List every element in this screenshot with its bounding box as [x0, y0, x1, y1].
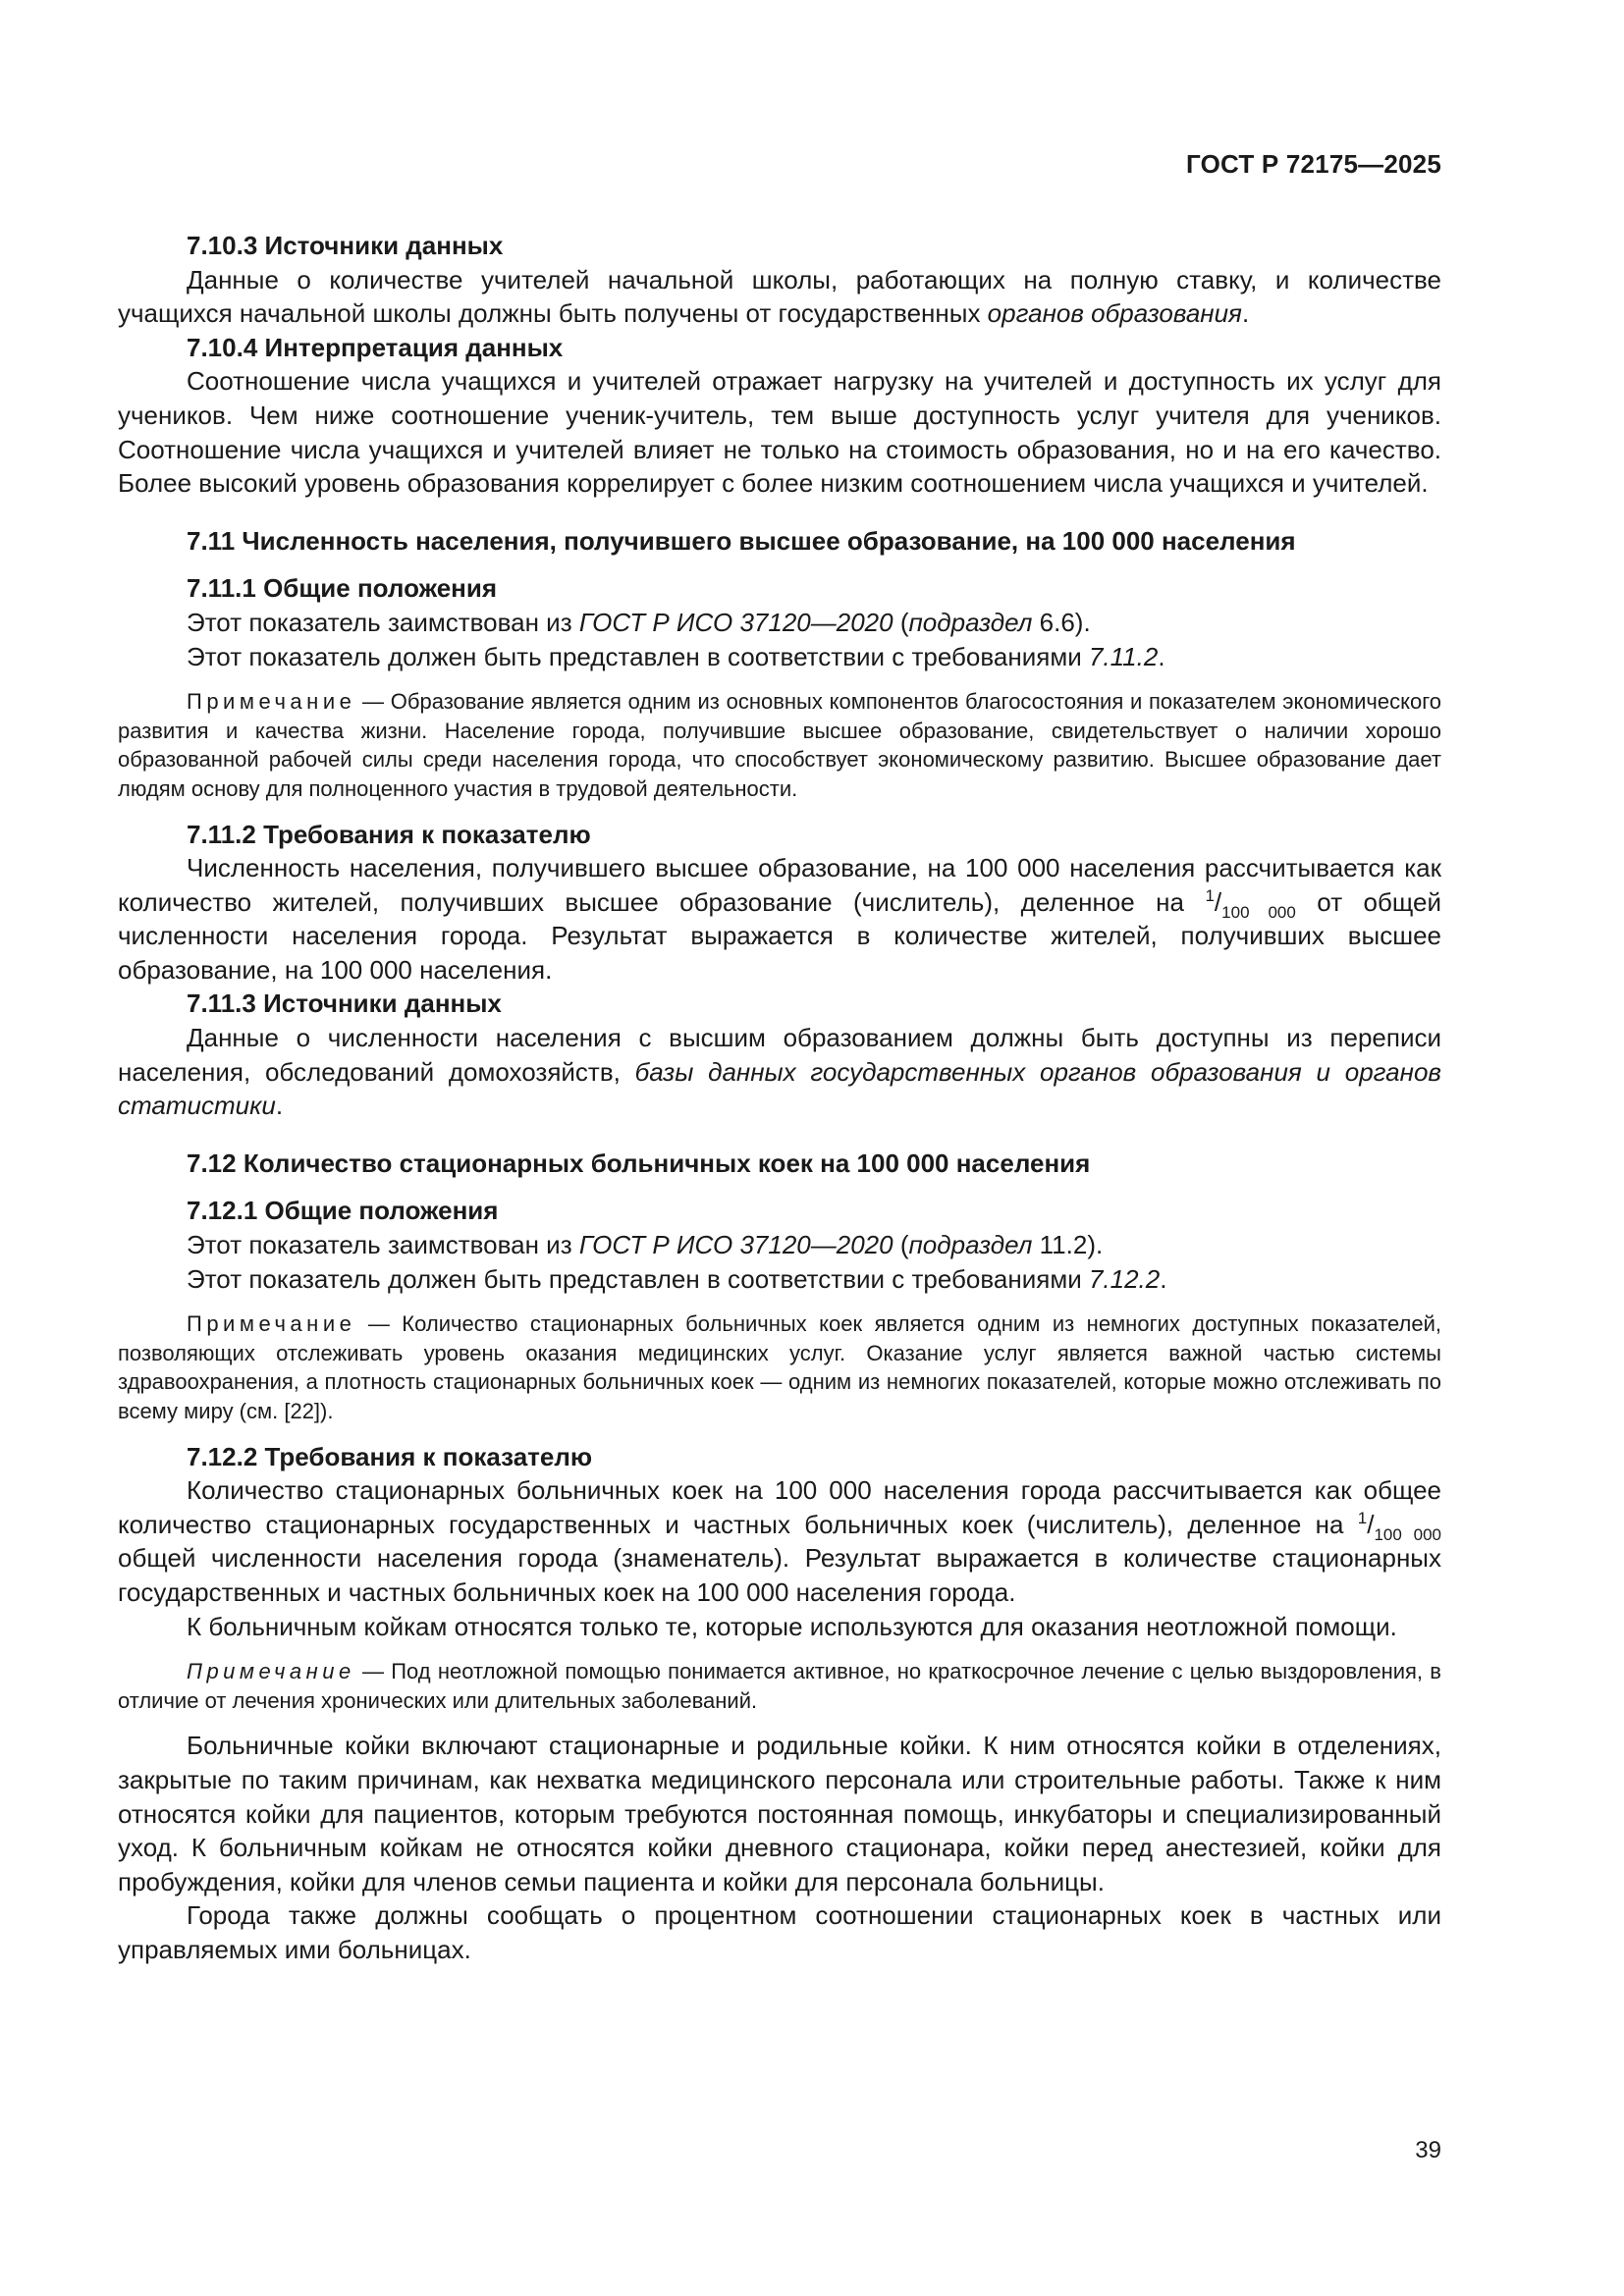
- heading-7-11: 7.11 Численность населения, получившего высшее образование, на 100 000 населения: [187, 525, 1296, 556]
- paragraph-7-11-1-source: Этот показатель заимствован из ГОСТ Р ИСО 37120—2020 (подраздел 6.6).: [187, 607, 1091, 637]
- heading-7-11-1: 7.11.1 Общие положения: [187, 573, 498, 604]
- note-7-11-1: Примечание — Образование является одним из основных компонентов благосостояния и показателем экономического развития и качества жизни. Население города, получившие высшее образование, свидетельствует о наличии хорошо образованной рабочей силы среди населения города, что способствует экономическому развитию. Высшее образование дает людям основу для полноценного участия в трудовой деятельности.: [118, 689, 1441, 801]
- note-7-12-1: Примечание — Количество стационарных больничных коек является одним из немногих доступных показателей, позволяющих отслеживать уровень оказания медицинских услуг. Оказание услуг является важной частью системы здравоохранения, а плотность стационарных больничных коек — одним из немногих показателей, которые можно отслеживать по всему миру (см. [22]).: [118, 1311, 1441, 1423]
- fraction: $^1/_{100 000}$: [1357, 1508, 1441, 1544]
- note-7-12-2: Примечание — Под неотложной помощью понимается активное, но краткосрочное лечение с целью выздоровления, в отличие от лечения хронических или длительных заболеваний.: [118, 1659, 1441, 1713]
- paragraph-7-11-2: Численность населения, получившего высшее образование, на 100 000 населения рассчитывается как количество жителей, получивших высшее образование (числитель), деленное на $^1/_{100 000}$ от общей численности населения города. Результат выражается в количестве жителей, получивших высшее образование, на 100 000 населения.: [118, 853, 1441, 985]
- heading-7-12: 7.12 Количество стационарных больничных коек на 100 000 населения: [187, 1148, 1091, 1178]
- heading-7-11-2: 7.11.2 Требования к показателю: [187, 819, 591, 849]
- paragraph-7-10-4: Соотношение числа учащихся и учителей отражает нагрузку на учителей и доступность их услуг для учеников. Чем ниже соотношение ученик-учитель, тем выше доступность услуг учителя для учеников. Соотношение числа учащихся и учителей влияет не только на стоимость образования, но и на его качество. Более высокий уровень образования коррелирует с более низким соотношением числа учащихся и учителей.: [118, 366, 1441, 499]
- page-content: [118, 229, 1441, 1967]
- heading-7-11-3: 7.11.3 Источники данных: [187, 988, 502, 1019]
- fraction: $^1/_{100 000}$: [1205, 885, 1296, 922]
- note-label: Примечание: [187, 1659, 355, 1684]
- paragraph-7-10-3: Данные о количестве учителей начальной школы, работающих на полную ставку, и количестве учащихся начальной школы должны быть получены от государственных органов образования.: [118, 264, 1441, 329]
- paragraph-7-12-1-source: Этот показатель заимствован из ГОСТ Р ИСО 37120—2020 (подраздел 11.2).: [187, 1230, 1104, 1260]
- paragraph-7-12-2-includes: Больничные койки включают стационарные и родильные койки. К ним относятся койки в отделениях, закрытые по таким причинам, как нехватка медицинского персонала или строительные работы. Также к ним относятся койки для пациентов, которым требуются постоянная помощь, инкубаторы и специализированный уход. К больничным койкам не относятся койки дневного стационара, койки перед анестезией, койки для пробуждения, койки для членов семьи пациента и койки для персонала больницы.: [118, 1731, 1441, 1896]
- heading-7-12-1: 7.12.1 Общие положения: [187, 1196, 499, 1226]
- paragraph-7-12-2-reporting: Города также должны сообщать о процентном соотношении стационарных коек в частных или управляемых ими больницах.: [118, 1900, 1441, 1964]
- paragraph-7-12-2-calc: Количество стационарных больничных коек на 100 000 населения города рассчитывается как общее количество стационарных государственных и частных больничных коек (числитель), деленное на $^1/_{100 000}$ общей численности населения города (знаменатель). Результат выражается в количестве стационарных государственных и частных больничных коек на 100 000 населения города.: [118, 1475, 1441, 1607]
- note-label: Примечание: [187, 689, 356, 715]
- paragraph-7-12-1-requirement: Этот показатель должен быть представлен в соответствии с требованиями 7.12.2.: [187, 1263, 1167, 1294]
- heading-7-10-3: 7.10.3 Источники данных: [187, 231, 504, 260]
- heading-7-10-4: 7.10.4 Интерпретация данных: [187, 332, 564, 362]
- paragraph-7-12-2-scope: К больничным койкам относятся только те, которые используются для оказания неотложной помощи.: [187, 1611, 1397, 1641]
- page-number: 39: [1415, 2137, 1441, 2163]
- note-label: Примечание: [187, 1311, 356, 1337]
- standard-designation: ГОСТ Р 72175—2025: [1186, 149, 1441, 179]
- heading-7-12-2: 7.12.2 Требования к показателю: [187, 1441, 593, 1471]
- paragraph-7-11-1-requirement: Этот показатель должен быть представлен в соответствии с требованиями 7.11.2.: [187, 641, 1165, 671]
- paragraph-7-11-3: Данные о численности населения с высшим образованием должны быть доступны из переписи населения, обследований домохозяйств, базы данных государственных органов образования и органов статистики.: [118, 1023, 1441, 1121]
